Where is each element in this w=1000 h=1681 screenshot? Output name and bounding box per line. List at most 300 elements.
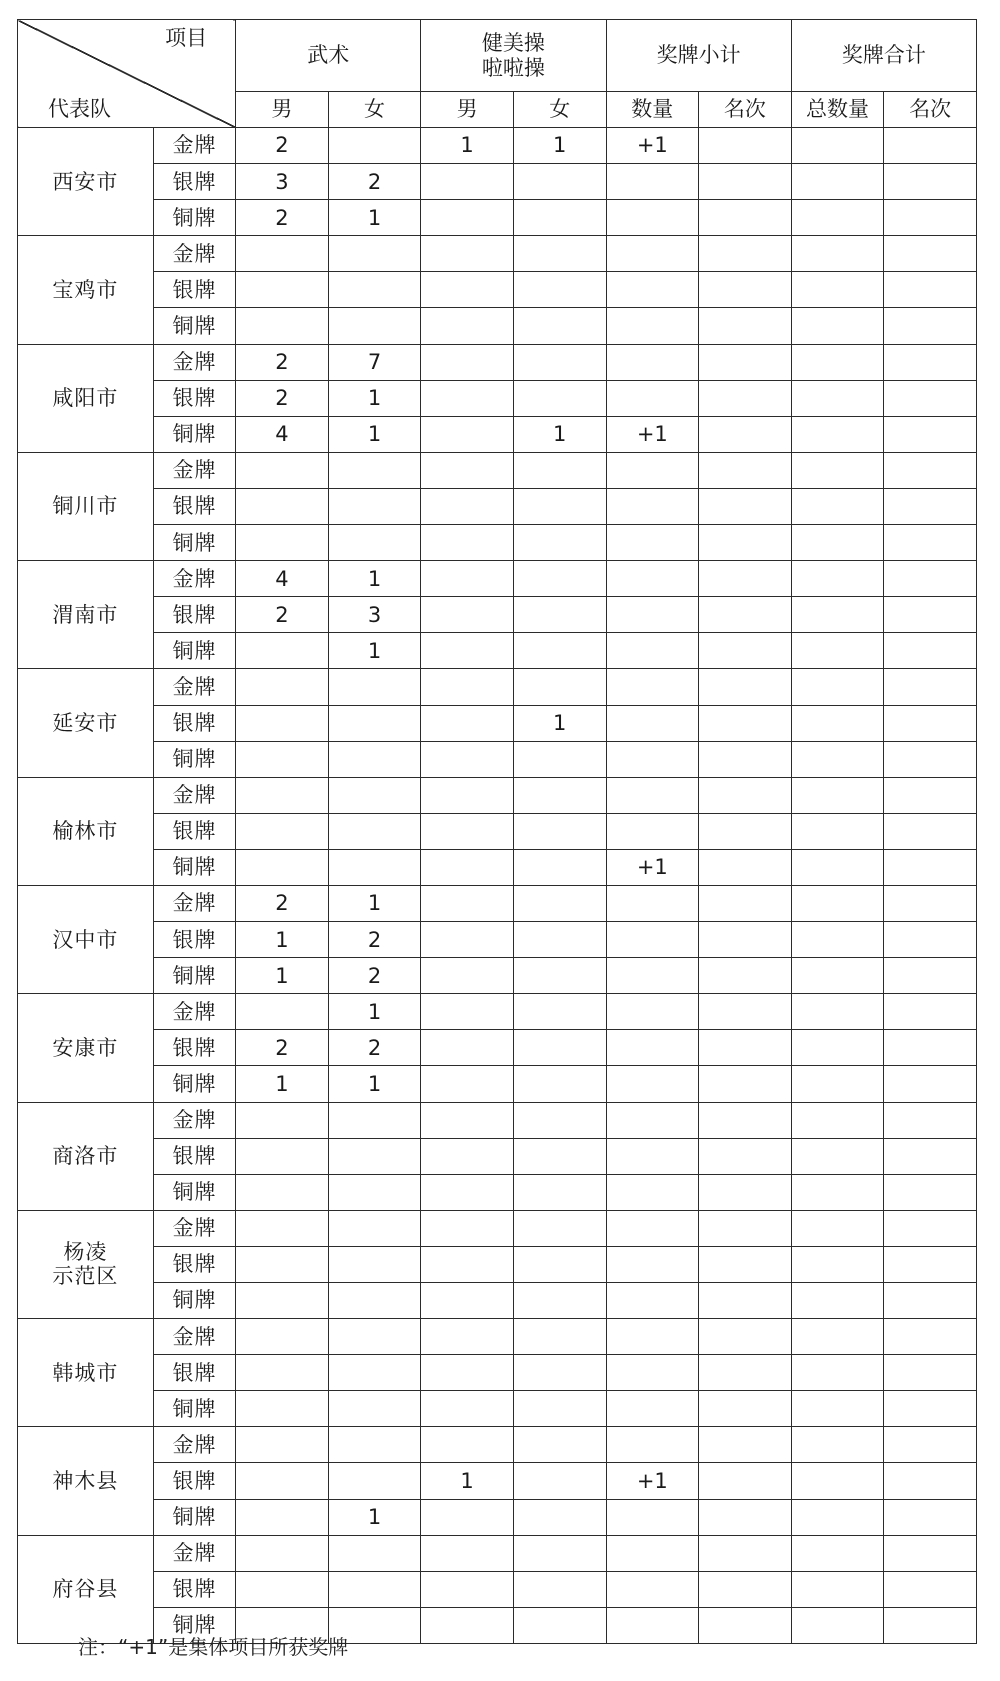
- value-cell-aerobics-male: [421, 705, 514, 741]
- value-cell-total-count: [791, 1174, 884, 1210]
- value-cell-subtotal-count: [606, 777, 699, 813]
- value-cell-wushu-male: [236, 1355, 329, 1391]
- value-cell-subtotal-rank: [699, 236, 792, 272]
- value-cell-aerobics-male: [421, 1391, 514, 1427]
- medal-type-cell: 铜牌: [153, 1499, 235, 1535]
- value-cell-aerobics-female: [513, 272, 606, 308]
- value-cell-aerobics-male: [421, 1319, 514, 1355]
- value-cell-total-count: [791, 344, 884, 380]
- value-cell-subtotal-rank: [699, 633, 792, 669]
- team-name-cell: 咸阳市: [18, 344, 154, 452]
- value-cell-aerobics-female: [513, 380, 606, 416]
- footnote: 注：“+1”是集体项目所获奖牌: [78, 1635, 349, 1659]
- value-cell-wushu-male: [236, 1319, 329, 1355]
- medal-type-cell: 金牌: [153, 1319, 235, 1355]
- value-cell-subtotal-rank: [699, 488, 792, 524]
- value-cell-subtotal-count: [606, 1355, 699, 1391]
- header-sub-aerobics-female: 女: [513, 92, 606, 128]
- value-cell-total-rank: [884, 922, 977, 958]
- value-cell-total-rank: [884, 669, 977, 705]
- team-name-cell: 韩城市: [18, 1319, 154, 1427]
- value-cell-wushu-male: 2: [236, 200, 329, 236]
- value-cell-wushu-female: [328, 1535, 421, 1571]
- value-cell-total-count: [791, 1535, 884, 1571]
- value-cell-total-rank: [884, 741, 977, 777]
- value-cell-total-count: [791, 272, 884, 308]
- value-cell-subtotal-count: [606, 1066, 699, 1102]
- value-cell-aerobics-male: [421, 164, 514, 200]
- medal-type-cell: 银牌: [153, 1138, 235, 1174]
- value-cell-wushu-male: 2: [236, 380, 329, 416]
- value-cell-wushu-female: 1: [328, 633, 421, 669]
- value-cell-subtotal-rank: [699, 128, 792, 164]
- value-cell-total-count: [791, 1066, 884, 1102]
- medal-type-cell: 银牌: [153, 1246, 235, 1282]
- value-cell-subtotal-rank: [699, 200, 792, 236]
- value-cell-subtotal-count: [606, 741, 699, 777]
- value-cell-aerobics-female: [513, 344, 606, 380]
- table-row: [18, 1571, 977, 1607]
- value-cell-wushu-female: [328, 669, 421, 705]
- value-cell-total-rank: [884, 1030, 977, 1066]
- medal-type-cell: 铜牌: [153, 200, 235, 236]
- value-cell-subtotal-count: [606, 452, 699, 488]
- value-cell-aerobics-male: [421, 669, 514, 705]
- value-cell-subtotal-count: [606, 885, 699, 921]
- value-cell-total-count: [791, 380, 884, 416]
- value-cell-wushu-male: [236, 1174, 329, 1210]
- value-cell-total-rank: [884, 488, 977, 524]
- table-row: [18, 1210, 977, 1246]
- value-cell-subtotal-rank: [699, 958, 792, 994]
- value-cell-wushu-female: [328, 1138, 421, 1174]
- value-cell-total-rank: [884, 308, 977, 344]
- table-row: [18, 1102, 977, 1138]
- value-cell-wushu-male: 2: [236, 1030, 329, 1066]
- value-cell-aerobics-female: [513, 1210, 606, 1246]
- value-cell-wushu-male: [236, 705, 329, 741]
- value-cell-aerobics-female: [513, 1102, 606, 1138]
- value-cell-total-rank: [884, 1319, 977, 1355]
- value-cell-wushu-female: [328, 1174, 421, 1210]
- value-cell-wushu-female: [328, 236, 421, 272]
- value-cell-subtotal-count: [606, 1571, 699, 1607]
- table-row: [18, 344, 977, 380]
- value-cell-aerobics-female: [513, 813, 606, 849]
- value-cell-subtotal-rank: [699, 885, 792, 921]
- value-cell-aerobics-male: [421, 452, 514, 488]
- value-cell-subtotal-count: [606, 813, 699, 849]
- medal-type-cell: 铜牌: [153, 308, 235, 344]
- value-cell-aerobics-female: [513, 885, 606, 921]
- value-cell-aerobics-male: [421, 1030, 514, 1066]
- team-name-cell: 宝鸡市: [18, 236, 154, 344]
- value-cell-total-count: [791, 633, 884, 669]
- value-cell-aerobics-male: [421, 1283, 514, 1319]
- value-cell-aerobics-female: [513, 958, 606, 994]
- value-cell-wushu-female: [328, 1463, 421, 1499]
- value-cell-total-count: [791, 308, 884, 344]
- value-cell-subtotal-count: +1: [606, 849, 699, 885]
- value-cell-aerobics-female: [513, 452, 606, 488]
- value-cell-total-rank: [884, 1499, 977, 1535]
- value-cell-wushu-male: [236, 1499, 329, 1535]
- value-cell-subtotal-rank: [699, 669, 792, 705]
- value-cell-wushu-female: [328, 1355, 421, 1391]
- value-cell-wushu-female: 2: [328, 922, 421, 958]
- value-cell-subtotal-count: +1: [606, 416, 699, 452]
- value-cell-aerobics-male: [421, 1174, 514, 1210]
- medal-type-cell: 金牌: [153, 452, 235, 488]
- medal-type-cell: 金牌: [153, 669, 235, 705]
- value-cell-subtotal-count: [606, 1535, 699, 1571]
- value-cell-wushu-male: 2: [236, 128, 329, 164]
- medal-type-cell: 银牌: [153, 705, 235, 741]
- value-cell-total-rank: [884, 849, 977, 885]
- value-cell-total-count: [791, 1571, 884, 1607]
- value-cell-total-rank: [884, 344, 977, 380]
- value-cell-subtotal-count: [606, 922, 699, 958]
- medal-type-cell: 铜牌: [153, 1607, 235, 1643]
- value-cell-aerobics-male: [421, 1571, 514, 1607]
- value-cell-wushu-female: 2: [328, 958, 421, 994]
- value-cell-total-rank: [884, 1174, 977, 1210]
- table-row: [18, 452, 977, 488]
- header-sub-wushu-male: 男: [236, 92, 329, 128]
- value-cell-subtotal-rank: [699, 777, 792, 813]
- value-cell-subtotal-rank: [699, 1391, 792, 1427]
- value-cell-aerobics-male: [421, 1535, 514, 1571]
- value-cell-aerobics-female: 1: [513, 128, 606, 164]
- value-cell-aerobics-male: 1: [421, 128, 514, 164]
- value-cell-total-count: [791, 741, 884, 777]
- value-cell-subtotal-rank: [699, 1030, 792, 1066]
- team-name-cell: 神木县: [18, 1427, 154, 1535]
- value-cell-wushu-male: [236, 1246, 329, 1282]
- value-cell-wushu-male: [236, 1427, 329, 1463]
- value-cell-total-count: [791, 1102, 884, 1138]
- medal-type-cell: 银牌: [153, 272, 235, 308]
- table-row: [18, 885, 977, 921]
- value-cell-aerobics-female: [513, 561, 606, 597]
- value-cell-wushu-female: [328, 272, 421, 308]
- value-cell-subtotal-rank: [699, 164, 792, 200]
- table-row: [18, 597, 977, 633]
- medal-type-cell: 金牌: [153, 885, 235, 921]
- value-cell-aerobics-female: [513, 669, 606, 705]
- value-cell-subtotal-count: [606, 1499, 699, 1535]
- value-cell-subtotal-count: [606, 1138, 699, 1174]
- value-cell-wushu-female: 1: [328, 885, 421, 921]
- medal-type-cell: 银牌: [153, 813, 235, 849]
- value-cell-total-count: [791, 849, 884, 885]
- value-cell-aerobics-female: [513, 1463, 606, 1499]
- value-cell-wushu-male: [236, 741, 329, 777]
- medal-table: [17, 19, 977, 1644]
- value-cell-total-count: [791, 164, 884, 200]
- medal-type-cell: 铜牌: [153, 849, 235, 885]
- value-cell-subtotal-count: [606, 164, 699, 200]
- value-cell-total-rank: [884, 1607, 977, 1643]
- value-cell-subtotal-rank: [699, 1210, 792, 1246]
- value-cell-subtotal-rank: [699, 849, 792, 885]
- value-cell-wushu-male: [236, 525, 329, 561]
- value-cell-aerobics-male: [421, 994, 514, 1030]
- table-row: [18, 1319, 977, 1355]
- value-cell-total-count: [791, 994, 884, 1030]
- value-cell-total-rank: [884, 1246, 977, 1282]
- value-cell-total-count: [791, 1607, 884, 1643]
- value-cell-subtotal-rank: [699, 1355, 792, 1391]
- value-cell-aerobics-male: [421, 236, 514, 272]
- table-row: [18, 380, 977, 416]
- table-row: [18, 849, 977, 885]
- value-cell-aerobics-female: [513, 633, 606, 669]
- value-cell-aerobics-male: [421, 200, 514, 236]
- value-cell-wushu-male: [236, 669, 329, 705]
- value-cell-wushu-male: [236, 488, 329, 524]
- value-cell-aerobics-female: [513, 1246, 606, 1282]
- header-sub-subtotal-count: 数量: [606, 92, 699, 128]
- table-row: [18, 958, 977, 994]
- value-cell-wushu-female: [328, 128, 421, 164]
- medal-type-cell: 金牌: [153, 1535, 235, 1571]
- value-cell-subtotal-rank: [699, 994, 792, 1030]
- value-cell-wushu-male: 4: [236, 416, 329, 452]
- value-cell-subtotal-rank: [699, 1463, 792, 1499]
- value-cell-aerobics-female: [513, 922, 606, 958]
- value-cell-subtotal-count: [606, 200, 699, 236]
- value-cell-total-count: [791, 1319, 884, 1355]
- value-cell-subtotal-rank: [699, 344, 792, 380]
- table-row: [18, 1174, 977, 1210]
- value-cell-total-count: [791, 488, 884, 524]
- medal-type-cell: 金牌: [153, 128, 235, 164]
- header-group-aerobics-label: 健美操 啦啦操: [481, 31, 545, 80]
- value-cell-total-rank: [884, 200, 977, 236]
- value-cell-subtotal-count: [606, 669, 699, 705]
- team-name-cell: 安康市: [18, 994, 154, 1102]
- value-cell-subtotal-rank: [699, 741, 792, 777]
- table-row: [18, 200, 977, 236]
- value-cell-wushu-male: [236, 813, 329, 849]
- table-row: [18, 813, 977, 849]
- medal-type-cell: 铜牌: [153, 1391, 235, 1427]
- value-cell-aerobics-male: [421, 1138, 514, 1174]
- value-cell-total-count: [791, 200, 884, 236]
- value-cell-subtotal-count: [606, 1391, 699, 1427]
- value-cell-subtotal-count: [606, 344, 699, 380]
- value-cell-aerobics-female: [513, 597, 606, 633]
- value-cell-wushu-female: [328, 308, 421, 344]
- value-cell-wushu-male: 4: [236, 561, 329, 597]
- value-cell-aerobics-female: [513, 308, 606, 344]
- value-cell-aerobics-female: [513, 1535, 606, 1571]
- value-cell-wushu-female: [328, 1246, 421, 1282]
- table-row: [18, 633, 977, 669]
- value-cell-aerobics-male: [421, 958, 514, 994]
- medal-type-cell: 金牌: [153, 994, 235, 1030]
- value-cell-aerobics-male: [421, 922, 514, 958]
- value-cell-wushu-female: [328, 525, 421, 561]
- value-cell-wushu-male: [236, 308, 329, 344]
- value-cell-subtotal-rank: [699, 1066, 792, 1102]
- value-cell-total-count: [791, 1391, 884, 1427]
- value-cell-subtotal-count: [606, 236, 699, 272]
- value-cell-aerobics-female: 1: [513, 416, 606, 452]
- value-cell-subtotal-count: [606, 1607, 699, 1643]
- medal-type-cell: 银牌: [153, 488, 235, 524]
- value-cell-subtotal-count: [606, 1427, 699, 1463]
- table-row: [18, 1535, 977, 1571]
- value-cell-subtotal-rank: [699, 452, 792, 488]
- medal-type-cell: 金牌: [153, 1102, 235, 1138]
- value-cell-wushu-male: [236, 1283, 329, 1319]
- value-cell-aerobics-female: [513, 1283, 606, 1319]
- value-cell-total-count: [791, 561, 884, 597]
- medal-type-cell: 铜牌: [153, 633, 235, 669]
- value-cell-wushu-male: 1: [236, 958, 329, 994]
- value-cell-wushu-female: [328, 1571, 421, 1607]
- value-cell-total-count: [791, 1463, 884, 1499]
- value-cell-total-count: [791, 1355, 884, 1391]
- value-cell-total-count: [791, 1499, 884, 1535]
- value-cell-total-count: [791, 669, 884, 705]
- value-cell-wushu-female: 2: [328, 1030, 421, 1066]
- value-cell-subtotal-rank: [699, 525, 792, 561]
- header-corner-cell: [18, 20, 236, 128]
- table-row: [18, 669, 977, 705]
- value-cell-wushu-male: [236, 1535, 329, 1571]
- table-row: [18, 525, 977, 561]
- value-cell-aerobics-female: [513, 236, 606, 272]
- medal-type-cell: 铜牌: [153, 741, 235, 777]
- value-cell-wushu-female: [328, 1319, 421, 1355]
- value-cell-aerobics-male: [421, 272, 514, 308]
- value-cell-total-rank: [884, 958, 977, 994]
- value-cell-total-count: [791, 1283, 884, 1319]
- medal-type-cell: 银牌: [153, 1030, 235, 1066]
- value-cell-wushu-female: 1: [328, 416, 421, 452]
- value-cell-total-rank: [884, 633, 977, 669]
- value-cell-subtotal-rank: [699, 1138, 792, 1174]
- value-cell-aerobics-male: [421, 416, 514, 452]
- value-cell-total-rank: [884, 1571, 977, 1607]
- value-cell-subtotal-rank: [699, 272, 792, 308]
- table-row: [18, 1138, 977, 1174]
- value-cell-total-rank: [884, 1391, 977, 1427]
- medal-type-cell: 铜牌: [153, 525, 235, 561]
- medal-type-cell: 铜牌: [153, 1066, 235, 1102]
- value-cell-subtotal-rank: [699, 1102, 792, 1138]
- medal-type-cell: 银牌: [153, 164, 235, 200]
- value-cell-aerobics-male: [421, 561, 514, 597]
- value-cell-wushu-male: [236, 1571, 329, 1607]
- value-cell-total-count: [791, 777, 884, 813]
- value-cell-aerobics-male: [421, 1355, 514, 1391]
- value-cell-total-count: [791, 813, 884, 849]
- value-cell-total-count: [791, 1030, 884, 1066]
- value-cell-total-count: [791, 525, 884, 561]
- medal-type-cell: 银牌: [153, 922, 235, 958]
- value-cell-subtotal-count: [606, 1030, 699, 1066]
- value-cell-wushu-male: [236, 994, 329, 1030]
- value-cell-total-rank: [884, 597, 977, 633]
- value-cell-subtotal-rank: [699, 705, 792, 741]
- table-row: [18, 1246, 977, 1282]
- table-row: [18, 1499, 977, 1535]
- value-cell-aerobics-male: [421, 1066, 514, 1102]
- value-cell-wushu-female: 7: [328, 344, 421, 380]
- value-cell-wushu-male: [236, 1210, 329, 1246]
- medal-type-cell: 金牌: [153, 1210, 235, 1246]
- value-cell-subtotal-rank: [699, 1535, 792, 1571]
- team-name-cell: 汉中市: [18, 885, 154, 993]
- table-row: [18, 705, 977, 741]
- value-cell-wushu-male: 2: [236, 885, 329, 921]
- value-cell-aerobics-male: [421, 344, 514, 380]
- value-cell-subtotal-rank: [699, 1246, 792, 1282]
- value-cell-aerobics-female: [513, 1607, 606, 1643]
- medal-type-cell: 金牌: [153, 236, 235, 272]
- value-cell-wushu-male: [236, 633, 329, 669]
- table-row: [18, 128, 977, 164]
- value-cell-total-count: [791, 416, 884, 452]
- value-cell-aerobics-male: [421, 308, 514, 344]
- value-cell-total-rank: [884, 236, 977, 272]
- value-cell-wushu-male: [236, 236, 329, 272]
- value-cell-aerobics-female: [513, 994, 606, 1030]
- value-cell-wushu-female: 2: [328, 164, 421, 200]
- value-cell-aerobics-female: [513, 164, 606, 200]
- value-cell-subtotal-count: [606, 1210, 699, 1246]
- value-cell-aerobics-male: [421, 849, 514, 885]
- value-cell-subtotal-rank: [699, 1174, 792, 1210]
- team-name-cell: 商洛市: [18, 1102, 154, 1210]
- value-cell-aerobics-female: [513, 1030, 606, 1066]
- value-cell-wushu-male: [236, 849, 329, 885]
- value-cell-total-count: [791, 236, 884, 272]
- value-cell-total-count: [791, 128, 884, 164]
- value-cell-aerobics-female: [513, 488, 606, 524]
- value-cell-aerobics-male: [421, 488, 514, 524]
- value-cell-aerobics-male: [421, 1210, 514, 1246]
- value-cell-total-rank: [884, 1427, 977, 1463]
- value-cell-subtotal-rank: [699, 597, 792, 633]
- table-row: [18, 1427, 977, 1463]
- value-cell-wushu-male: 1: [236, 1066, 329, 1102]
- table-row: [18, 272, 977, 308]
- value-cell-subtotal-rank: [699, 1571, 792, 1607]
- value-cell-total-rank: [884, 1535, 977, 1571]
- value-cell-aerobics-female: [513, 1571, 606, 1607]
- header-group-medal-total: 奖牌合计: [791, 20, 976, 92]
- value-cell-total-count: [791, 958, 884, 994]
- value-cell-aerobics-male: 1: [421, 1463, 514, 1499]
- value-cell-wushu-female: [328, 1210, 421, 1246]
- value-cell-aerobics-male: [421, 777, 514, 813]
- value-cell-total-count: [791, 1246, 884, 1282]
- value-cell-wushu-female: [328, 1427, 421, 1463]
- value-cell-total-rank: [884, 1138, 977, 1174]
- medal-type-cell: 铜牌: [153, 416, 235, 452]
- value-cell-wushu-female: [328, 1283, 421, 1319]
- header-sub-aerobics-male: 男: [421, 92, 514, 128]
- value-cell-aerobics-female: [513, 1499, 606, 1535]
- table-row: [18, 164, 977, 200]
- value-cell-subtotal-rank: [699, 1319, 792, 1355]
- value-cell-subtotal-count: [606, 561, 699, 597]
